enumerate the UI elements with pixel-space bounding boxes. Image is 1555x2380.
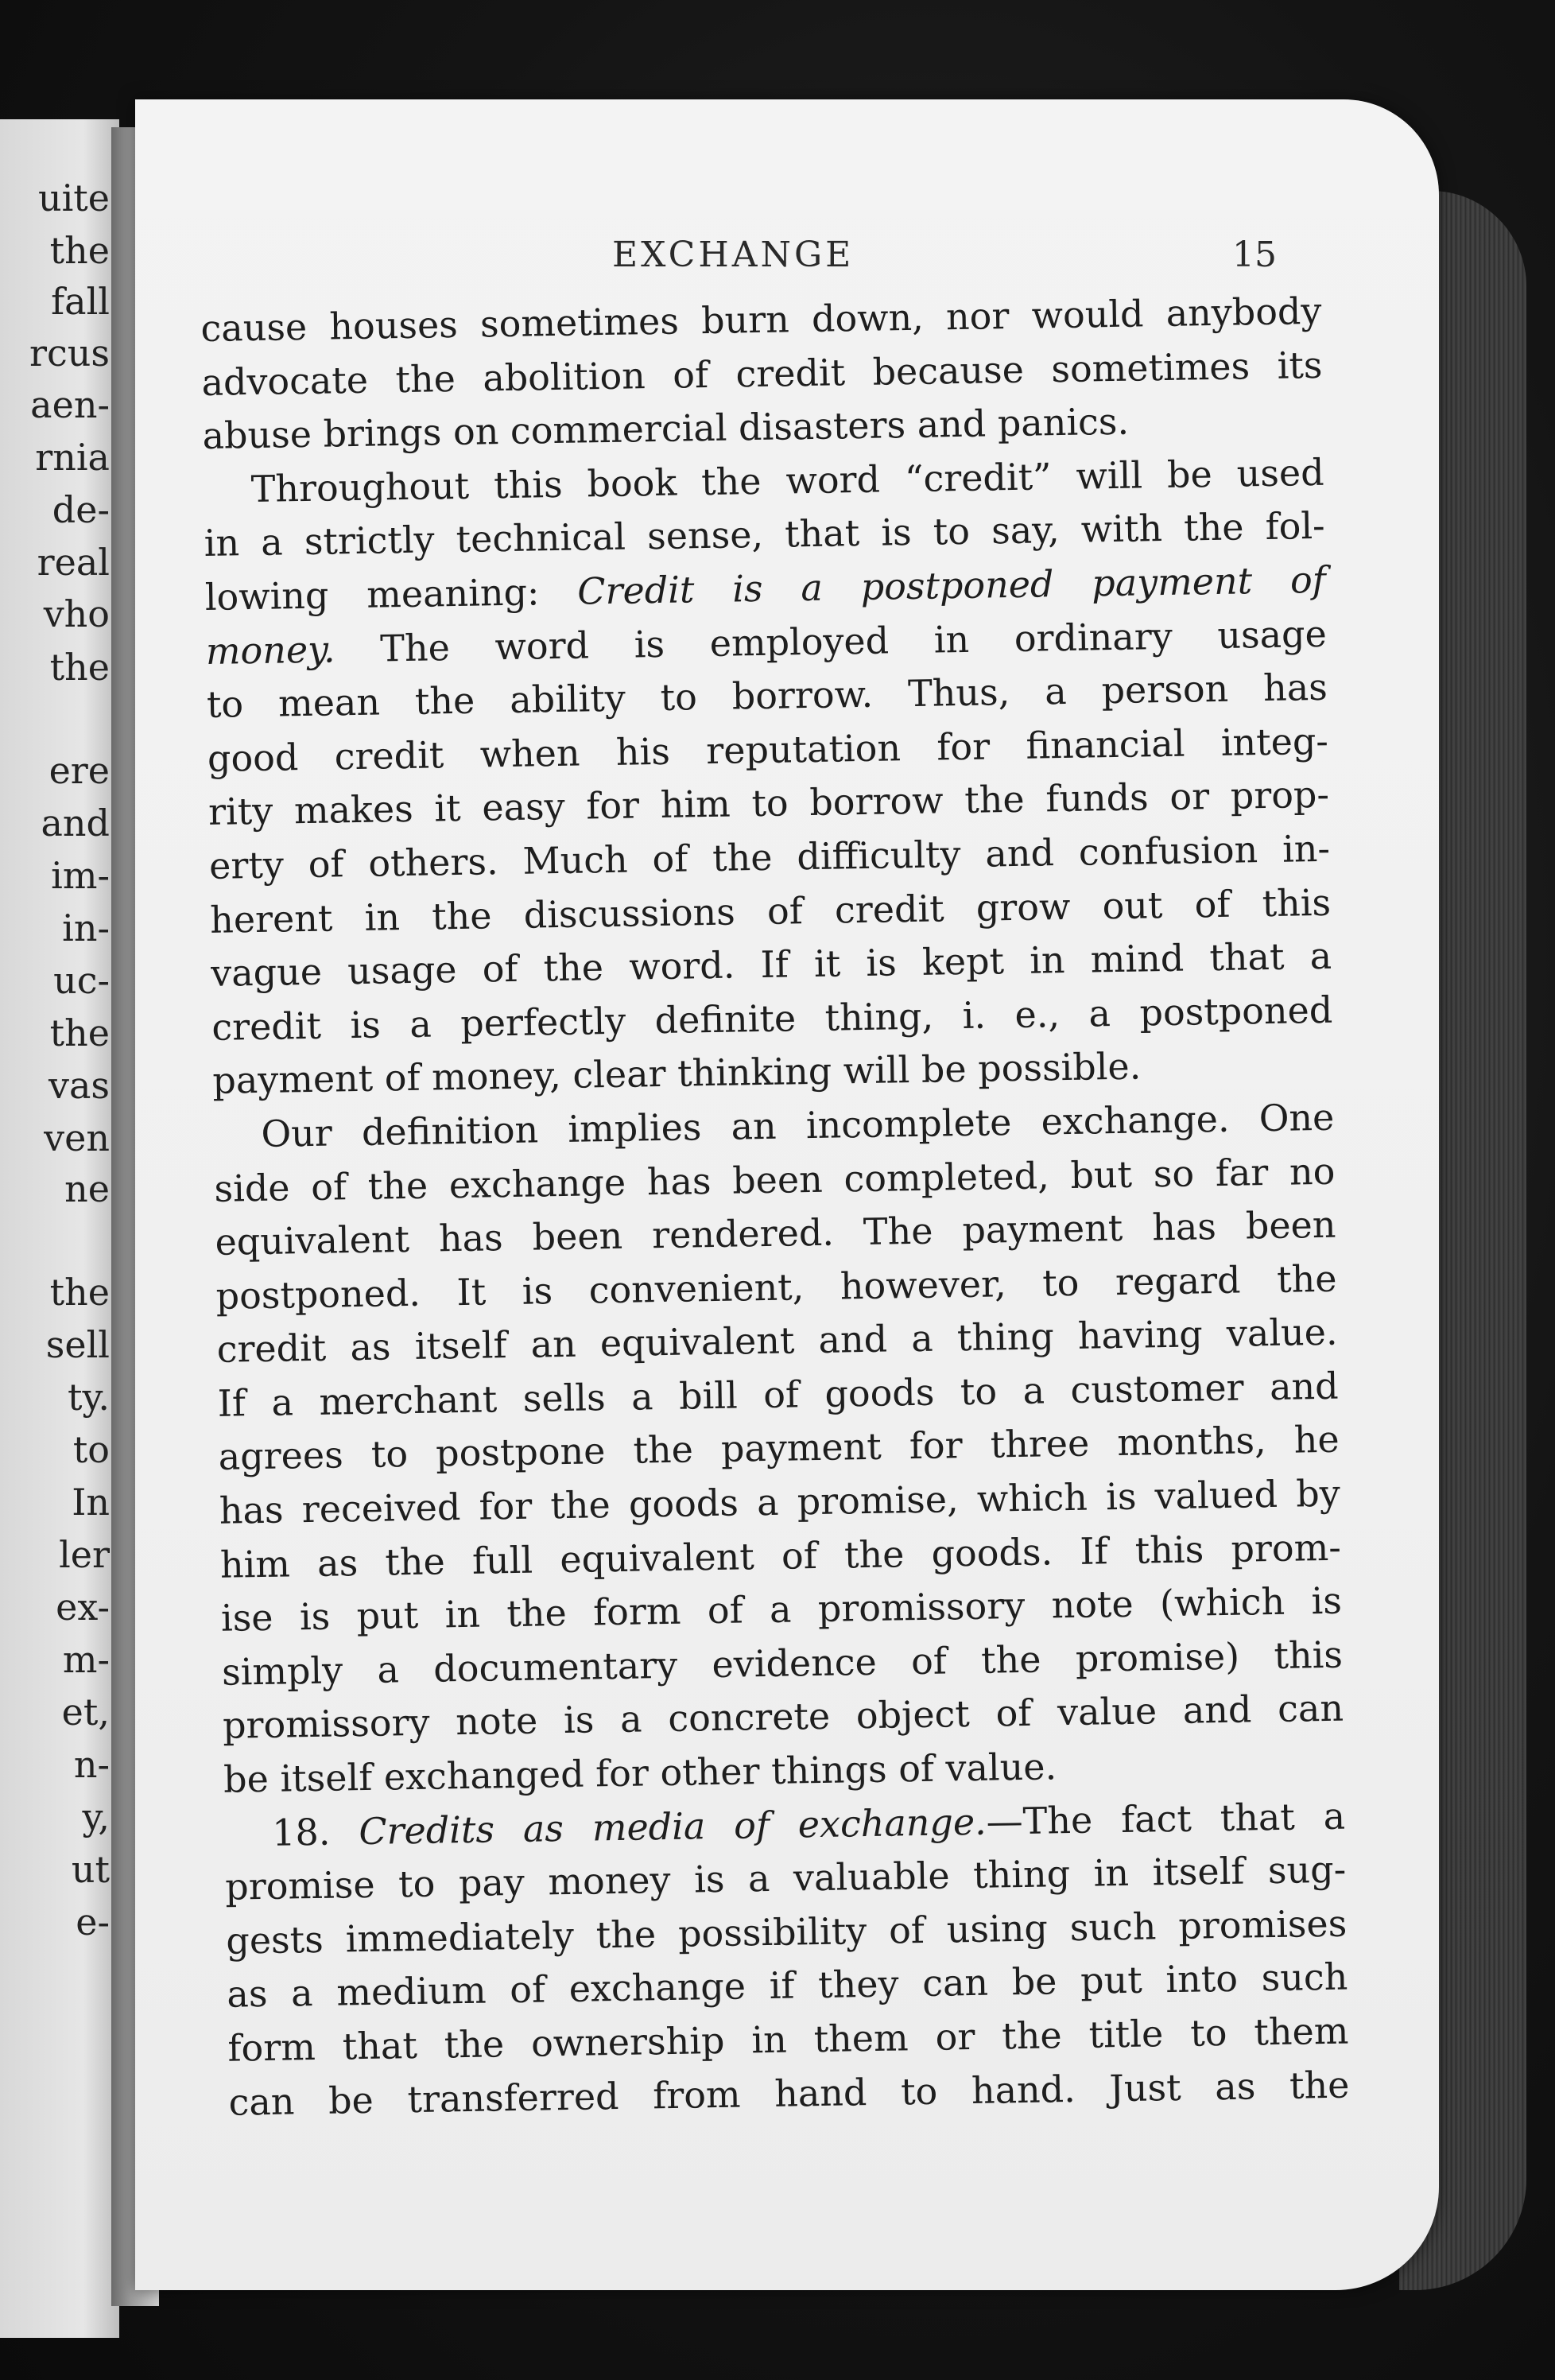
left-page-fragment: the <box>49 1011 110 1054</box>
left-page-fragment: ex- <box>56 1586 110 1629</box>
text-line: him as the full equivalent of the goods. If this prom- <box>219 1525 1342 1586</box>
text-line: form that the ownership in them or the title to them <box>227 2009 1349 2070</box>
text-line: simply a documentary evidence of the promise) this <box>221 1633 1344 1694</box>
definition-emphasis: Credit is a postponed payment of <box>576 557 1327 613</box>
left-page-fragment: the <box>49 229 110 272</box>
left-page-fragment: to <box>72 1428 110 1471</box>
left-page-fragment: the <box>49 646 110 689</box>
text-line: equivalent has been rendered. The payment has been <box>215 1202 1336 1264</box>
left-page-fragment: real <box>37 541 110 584</box>
page-number: 15 <box>1232 235 1277 275</box>
left-page-fragment: et, <box>61 1691 110 1734</box>
text-line: to mean the ability to borrow. Thus, a person has <box>206 665 1328 727</box>
text-line: erty of others. Much of the difficulty and confusion in- <box>208 826 1331 887</box>
left-page-fragment: in- <box>62 907 110 949</box>
text-line: side of the exchange has been completed, but so far no <box>214 1149 1336 1210</box>
text-line: has received for the goods a promise, which is valued by <box>219 1471 1341 1532</box>
text-line: in a strictly technical sense, that is to say, with the fol- <box>204 504 1326 565</box>
text-line: Our definition implies an incomplete exchange. One <box>261 1095 1335 1155</box>
left-page-fragment: vho <box>43 592 110 635</box>
left-page-fragment: the <box>49 1271 110 1314</box>
text-line: rity makes it easy for him to borrow the funds or prop- <box>207 773 1330 834</box>
left-page-fragment: rcus <box>29 332 110 375</box>
definition-emphasis-end: money. <box>205 627 335 673</box>
body-text <box>200 285 1350 2130</box>
text-line: advocate the abolition of credit because sometimes its <box>201 343 1323 404</box>
running-head <box>135 235 1439 282</box>
left-page-fragment: vas <box>48 1064 110 1107</box>
section-number: 18. <box>271 1809 359 1854</box>
text-line: abuse brings on commercial disasters and panics. <box>202 399 1130 458</box>
text-line: can be transferred from hand to hand. Just as the <box>228 2063 1350 2124</box>
left-page-fragment: In <box>72 1481 110 1524</box>
text-line: credit as itself an equivalent and a thing having value. <box>216 1310 1338 1372</box>
left-page-fragment: ne <box>64 1167 110 1210</box>
text-line: If a merchant sells a bill of goods to a customer and <box>217 1364 1340 1425</box>
left-page-fragment: uc- <box>53 959 110 1002</box>
left-page-fragment: im- <box>51 854 110 897</box>
left-page-fragment: rnia <box>35 436 110 479</box>
text-run: —The fact that a <box>986 1794 1346 1843</box>
text-line: vague usage of the word. If it is kept in mind that a <box>210 934 1332 996</box>
text-run: lowing meaning: <box>204 569 578 619</box>
left-page-fragment: m- <box>62 1638 110 1681</box>
text-line: ise is put in the form of a promissory note (which is <box>220 1578 1343 1640</box>
text-line: payment of money, clear thinking will be possible. <box>211 1044 1142 1103</box>
text-line: agrees to postpone the payment for three months, he <box>218 1418 1340 1479</box>
left-page-fragment: and <box>41 802 110 844</box>
text-line: Throughout this book the word “credit” will be used <box>250 450 1324 511</box>
left-page-fragment: de- <box>52 488 110 531</box>
text-line: promise to pay money is a valuable thing in itself sug- <box>224 1847 1347 1908</box>
left-page-edge <box>0 119 119 2338</box>
paragraph-continuation <box>200 285 1324 464</box>
text-line: as a medium of exchange if they can be put into such <box>227 1955 1348 2017</box>
text-line: promissory note is a concrete object of value and can <box>222 1687 1344 1748</box>
text-line: postponed. It is convenient, however, to regard the <box>215 1256 1337 1318</box>
section-heading: Credits as media of exchange. <box>358 1800 987 1853</box>
left-page-fragment: ven <box>44 1116 110 1159</box>
text-line: herent in the discussions of credit grow out of this <box>209 880 1332 942</box>
left-page-fragment: sell <box>45 1323 110 1366</box>
paragraph-incomplete-exchange <box>213 1091 1345 1807</box>
text-line: gests immediately the possibility of using such promises <box>225 1901 1348 1963</box>
paragraph-section-18 <box>224 1789 1350 2130</box>
paragraph-definition <box>203 446 1334 1108</box>
left-page-fragment: n- <box>73 1743 110 1786</box>
left-page-fragment: uite <box>37 177 110 219</box>
book-page <box>135 99 1439 2290</box>
left-page-fragment: fall <box>51 280 110 323</box>
left-page-fragment: aen- <box>30 383 110 426</box>
text-line: cause houses sometimes burn down, nor would anybody <box>200 289 1322 350</box>
running-title: EXCHANGE <box>612 235 855 275</box>
left-page-fragment: ut <box>71 1848 110 1891</box>
text-line: good credit when his reputation for financial integ- <box>207 719 1329 780</box>
left-page-fragment: ere <box>48 749 110 792</box>
text-line: credit is a perfectly definite thing, i. e., a postponed <box>211 988 1333 1049</box>
left-page-fragment: e- <box>76 1901 110 1943</box>
text-line: be itself exchanged for other things of value. <box>223 1745 1057 1801</box>
text-run: The word is employed in ordinary usage <box>335 612 1328 670</box>
left-page-fragment: ty. <box>68 1376 110 1419</box>
left-page-fragment: ler <box>59 1533 110 1576</box>
left-page-fragment: y, <box>82 1796 110 1838</box>
